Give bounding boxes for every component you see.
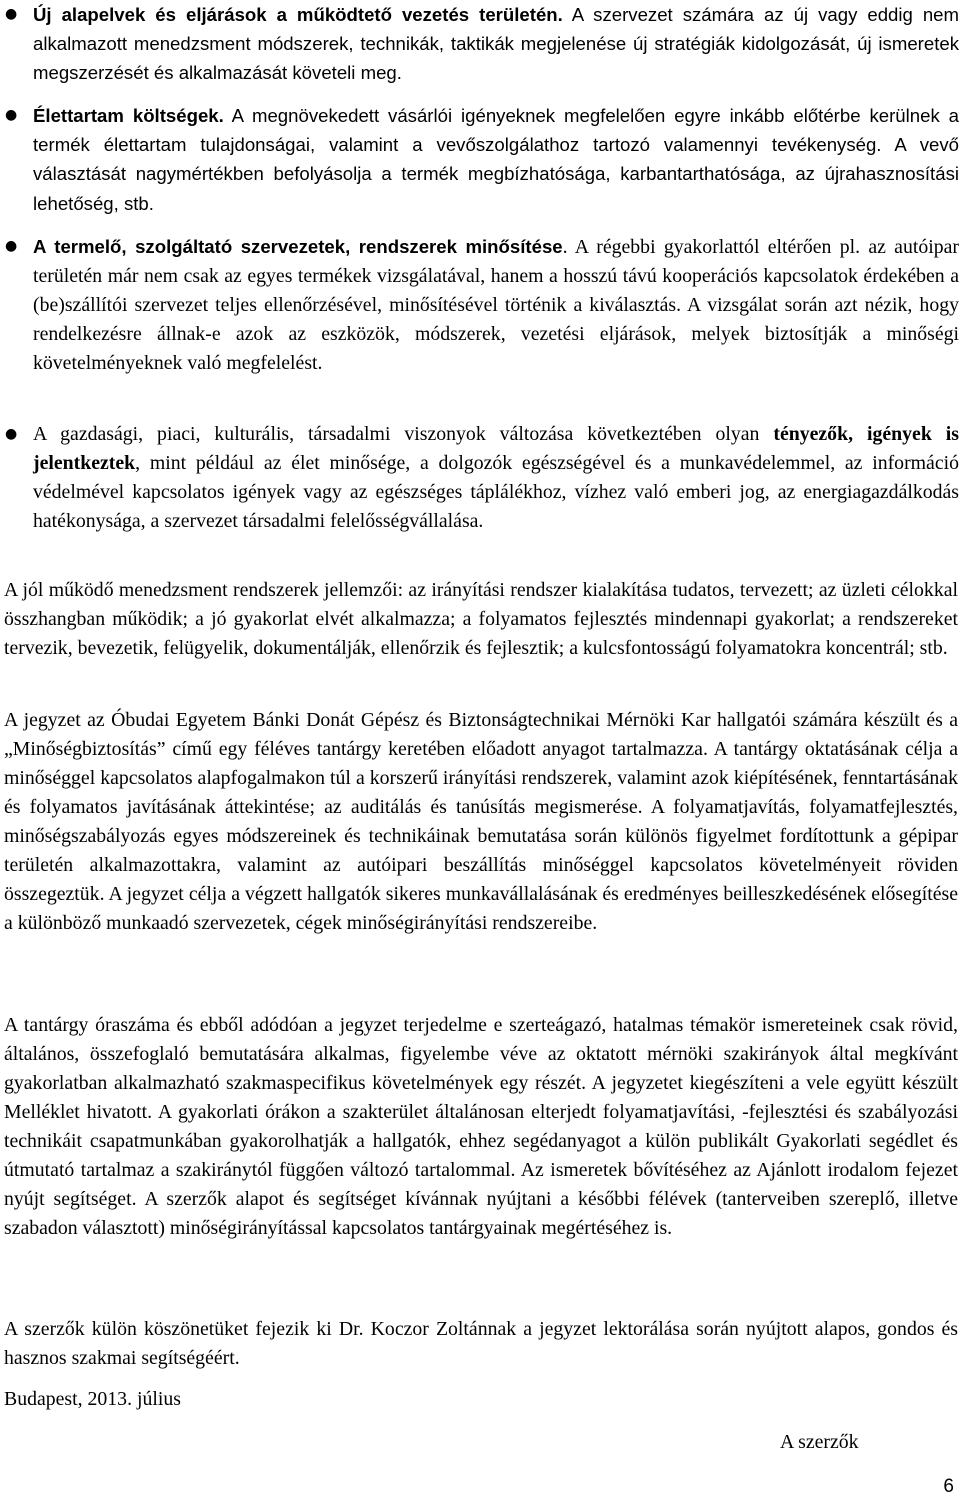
bullet-icon: ● bbox=[5, 426, 18, 442]
paragraph-course-purpose: A jegyzet az Óbudai Egyetem Bánki Donát Gépész és Biztonságtechnikai Mérnöki Kar hallgatói számára készült és a „Minőségbiztosítás” című egy féléves tantárgy keretében előadott anyagot tartalmazza. A tantárgy oktatásának célja a minőséggel kapcsolatos alapfogalmakon túl a korszerű irányítási rendszerek, valamint azok kiépítésének, fenntartásának és folyamatos javításának áttekintése; az auditálás és tanúsítás megismerése. A folyamatjavítás, folyamatfejlesztés, minőségszabályozás egyes módszereinek és technikáinak bemutatása során különös figyelmet fordítottunk a gépipar területén alkalmazottakra, valamint az autóipari beszállítás minőséggel kapcsolatos követelményeit röviden összegeztük. A jegyzet célja a végzett hallgatók sikeres munkavállalásának és eredményes beilleszkedésének elősegítése a különböző munkaadó szervezetek, cégek minőségirányítási rendszereibe. bbox=[4, 709, 958, 934]
page-number: 6 bbox=[943, 1476, 954, 1497]
paragraph-course-scope: A tantárgy óraszáma és ebből adódóan a jegyzet terjedelme e szerteágazó, hatalmas témakör ismereteinek csak rövid, általános, összefoglaló bemutatására alkalmas, figyelembe véve az oktatott mérnöki szakirányok által megkívánt gyakorlatban alkalmazható szakmaspecifikus követelmények egy részét. A jegyzetet kiegészíteni a vele együtt készült Melléklet hivatott. A gyakorlati órákon a szakterület általánosan elterjedt folyamatjavítási, -fejlesztési és szabályozási technikáit csapatmunkában gyakorolhatják a hallgatók, ehhez segédanyagot a külön publikált Gyakorlati segédlet és útmutató tartalmaz a szakiránytól függően változó tartalommal. Az ismeretek bővítéséhez az Ajánlott irodalom fejezet nyújt segítséget. A szerzők alapot és segítséget kívánnak nyújtani a későbbi félévek (tanterveiben szereplő, illetve szabadon választott) minőségirányítással kapcsolatos tantárgyainak megértéséhez is. bbox=[4, 1014, 958, 1239]
bullet-icon: ● bbox=[5, 6, 18, 22]
bullet-text bbox=[33, 232, 959, 378]
place-and-date: Budapest, 2013. július bbox=[4, 1388, 181, 1410]
bullet-intro: A gazdasági, piaci, kulturális, társadalmi viszonyok változása következtében olyan bbox=[33, 423, 774, 445]
paragraph-management-systems: A jól működő menedzsment rendszerek jellemzői: az irányítási rendszer kialakítása tudatos, tervezett; az üzleti célokkal összhangban működik; a jó gyakorlat elvét alkalmazza; a folyamatos fejlesztés mindennapi gyakorlat; a rendszereket tervezik, bevezetik, felügyelik, dokumentálják, ellenőrzik és fejlesztik; a kulcsfontosságú folyamatokra koncentrál; stb. bbox=[4, 579, 958, 659]
bullet-lead: A termelő, szolgáltató szervezetek, rendszerek minősítése bbox=[33, 236, 563, 257]
bullet-icon: ● bbox=[5, 107, 18, 123]
bullet-description: . A régebbi gyakorlattól eltérően pl. az autóipar területén már nem csak az egyes termékek vizsgálatával, hanem a hosszú távú kooperációs kapcsolatok érdekében a (be)szállítói szervezet teljes ellenőrzésével, minősítésével történik a kiválasztás. A vizsgálat során azt nézik, hogy rendelkezésre állnak-e azok az eszközök, módszerek, vezetési eljárások, melyek biztosítják a minőségi követelményeknek való megfelelést. bbox=[33, 236, 959, 374]
bullet-description: A megnövekedett vásárlói igényeknek megfelelően egyre inkább előtérbe kerülnek a termék élettartam tulajdonságai, valamint a vevőszolgálathoz tartozó valamennyi tevékenység. A vevő választását nagymértékben befolyásolja a termék megbízhatósága, karbantarthatósága, az újrahasznosítási lehetőség, stb. bbox=[33, 105, 959, 214]
bullet-emphasis: tényezők, igények is jelentkeztek bbox=[33, 423, 959, 474]
bullet-description: , mint például az élet minősége, a dolgozók egészségével és a munkavédelemmel, az információ védelmével kapcsolatos igények vagy az egészséges táplálékhoz, vízhez való emberi jog, az energiagazdálkodás hatékonysága, a szervezet társadalmi felelősségvállalása. bbox=[33, 452, 959, 532]
bullet-text bbox=[33, 101, 959, 218]
bullet-text bbox=[33, 0, 959, 88]
bullet-text bbox=[33, 420, 959, 536]
bullet-lead: Élettartam költségek. bbox=[33, 105, 224, 126]
paragraph-acknowledgement: A szerzők külön köszönetüket fejezik ki Dr. Koczor Zoltánnak a jegyzet lektorálása során nyújtott alapos, gondos és hasznos szakmai segítségéért. bbox=[4, 1318, 958, 1369]
authors-signature: A szerzők bbox=[780, 1431, 859, 1453]
bullet-lead: Új alapelvek és eljárások a működtető vezetés területén. bbox=[33, 4, 563, 25]
bullet-description: A szervezet számára az új vagy eddig nem alkalmazott menedzsment módszerek, technikák, taktikák megjelenése új stratégiák kidolgozását, új ismeretek megszerzését és alkalmazását követeli meg. bbox=[33, 4, 960, 84]
bullet-icon: ● bbox=[5, 238, 18, 254]
